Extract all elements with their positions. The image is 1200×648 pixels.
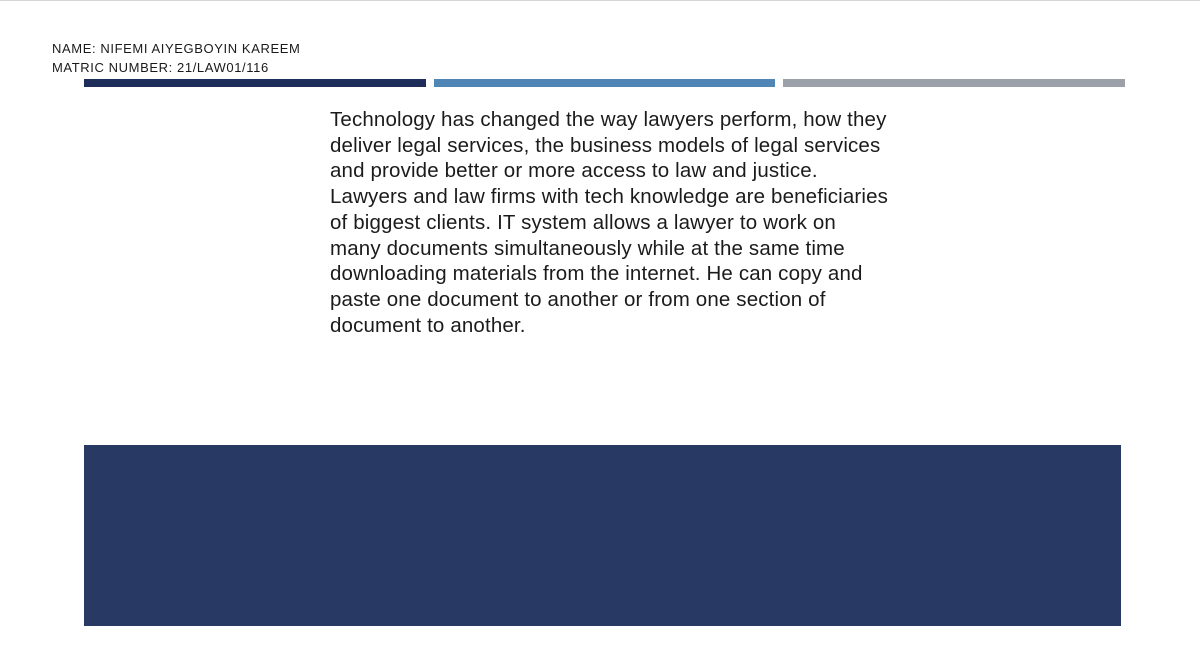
student-info [52,39,300,77]
matric-number: MATRIC NUMBER: 21/LAW01/116 [52,60,269,75]
accent-bar-blue [434,79,775,87]
accent-bar-gray [783,79,1125,87]
body-paragraph: Technology has changed the way lawyers perform, how they deliver legal services, the business models of legal services and provide better or more access to law and justice. Lawyers and law firms with tech knowledge are beneficiaries of biggest clients. IT system allows a lawyer to work on many documents simultaneously while at the same time downloading materials from the internet. He can copy and paste one document to another or from one section of document to another. [330,108,889,337]
student-name: NAME: NIFEMI AIYEGBOYIN KAREEM [52,41,301,56]
top-divider [0,0,1200,1]
footer-panel [84,445,1121,626]
accent-bar-dark [84,79,426,87]
